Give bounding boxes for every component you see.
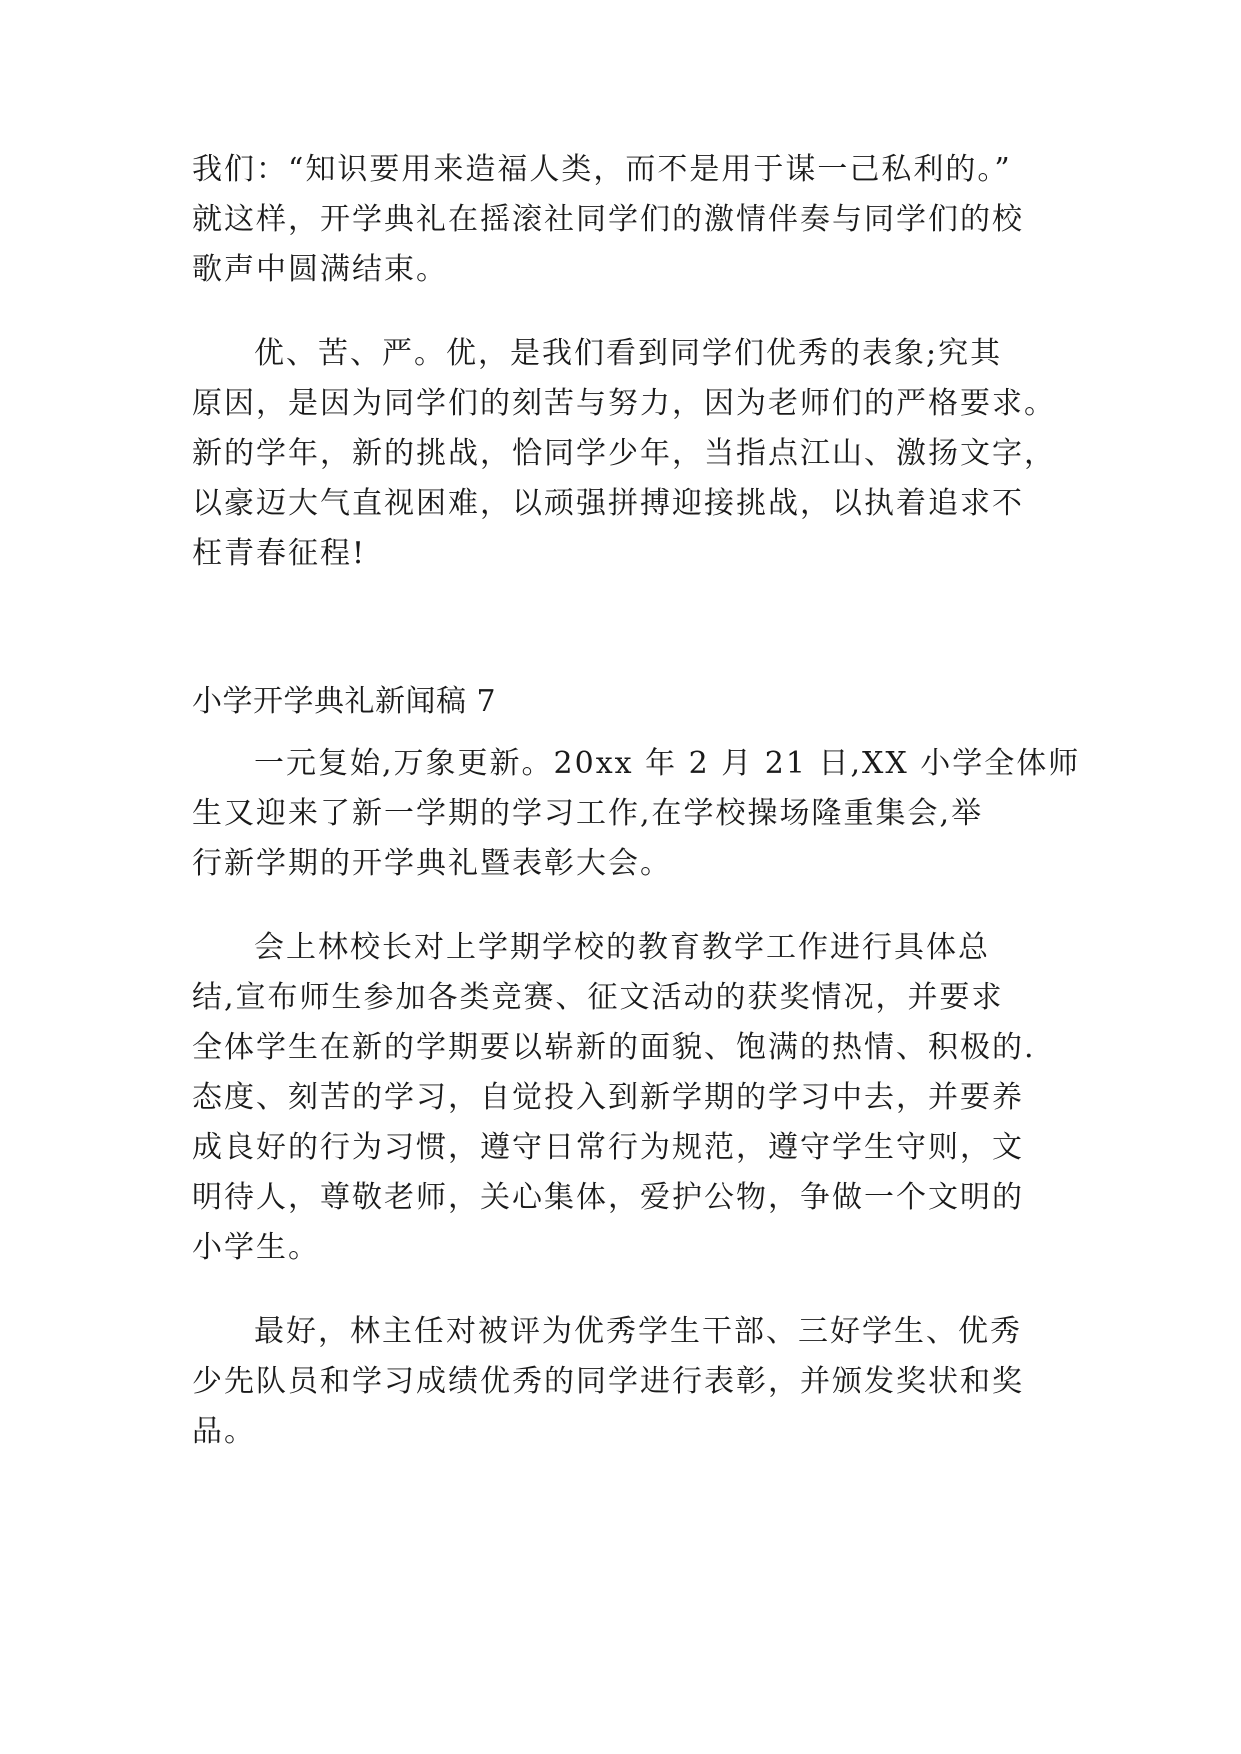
text-line: 行新学期的开学典礼暨表彰大会。 bbox=[192, 846, 672, 881]
text-line: 原因，是因为同学们的刻苦与努力，因为老师们的严格要求。 bbox=[192, 386, 1056, 421]
section-heading: 小学开学典礼新闻稿 7 bbox=[192, 684, 497, 719]
text-line: 小学生。 bbox=[192, 1230, 320, 1265]
text-line: 以豪迈大气直视困难，以顽强拼搏迎接挑战，以执着追求不 bbox=[192, 486, 1024, 521]
text-line: 枉青春征程! bbox=[192, 536, 367, 571]
text-line: 优、苦、严。优，是我们看到同学们优秀的表象;究其 bbox=[254, 336, 1003, 371]
text-line: 态度、刻苦的学习，自觉投入到新学期的学习中去，并要养 bbox=[192, 1080, 1024, 1115]
text-line: 生又迎来了新一学期的学习工作,在学校操场隆重集会,举 bbox=[192, 796, 984, 831]
text-line: 一元复始,万象更新。20xx 年 2 月 21 日,XX 小学全体师 bbox=[254, 746, 1081, 781]
text-line: 就这样，开学典礼在摇滚社同学们的激情伴奏与同学们的校 bbox=[192, 202, 1024, 237]
text-line: 结,宣布师生参加各类竞赛、征文活动的获奖情况，并要求 bbox=[192, 980, 1004, 1015]
text-line: 全体学生在新的学期要以崭新的面貌、饱满的热情、积极的. bbox=[192, 1030, 1036, 1065]
text-line: 会上林校长对上学期学校的教育教学工作进行具体总 bbox=[254, 930, 990, 965]
text-line: 少先队员和学习成绩优秀的同学进行表彰，并颁发奖状和奖 bbox=[192, 1364, 1024, 1399]
text-line: 明待人，尊敬老师，关心集体，爱护公物，争做一个文明的 bbox=[192, 1180, 1024, 1215]
text-line: 成良好的行为习惯，遵守日常行为规范，遵守学生守则，文 bbox=[192, 1130, 1024, 1165]
text-line: 新的学年，新的挑战，恰同学少年，当指点江山、激扬文字， bbox=[192, 436, 1056, 471]
text-line: 我们：“知识要用来造福人类，而不是用于谋一己私利的。” bbox=[192, 152, 1012, 187]
text-line: 品。 bbox=[192, 1414, 256, 1449]
text-line: 歌声中圆满结束。 bbox=[192, 252, 448, 287]
text-line: 最好，林主任对被评为优秀学生干部、三好学生、优秀 bbox=[254, 1314, 1022, 1349]
